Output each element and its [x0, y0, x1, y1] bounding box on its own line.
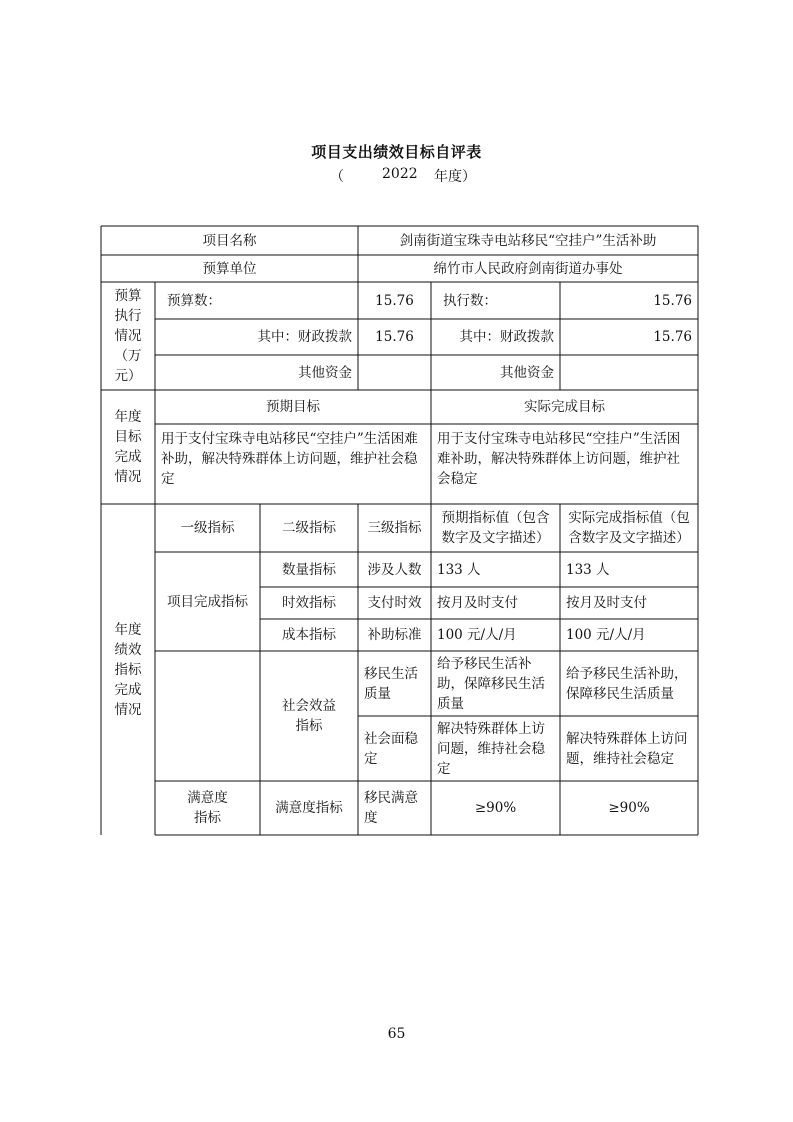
- other-exec-label: 其他资金: [500, 364, 554, 381]
- section-line: 完成: [114, 449, 142, 465]
- actual-goal-text: 用于支付宝珠寺电站移民“空挂户”生活困难补助，解决特殊群体上访问题，维护社会稳定: [437, 431, 681, 487]
- header-level2: 二级指标: [282, 520, 336, 536]
- actual-goal-header: 实际完成目标: [524, 399, 605, 415]
- section-line: 执行: [114, 308, 142, 324]
- section-line: 年度: [114, 409, 142, 425]
- year-suffix: 年度）: [434, 169, 476, 185]
- year-open-paren: （: [330, 169, 344, 185]
- level2-timeliness: 时效指标: [282, 595, 336, 611]
- budget-unit-value: 绵竹市人民政府剑南街道办事处: [433, 260, 623, 277]
- indicators-section-label: [101, 504, 155, 835]
- section-line: 情况: [114, 701, 142, 718]
- actual-living-quality: 给予移民生活补助，保障移民生活质量: [566, 665, 688, 702]
- project-name-label: 项目名称: [202, 232, 257, 249]
- other-budget-value: [358, 355, 431, 390]
- section-line: 绩效: [114, 641, 142, 658]
- header-expected-value: 预期指标值（包含数字及文字描述）: [441, 510, 550, 546]
- level3-social-stability: 社会面稳定: [364, 730, 418, 767]
- table-title: 项目支出绩效目标自评表: [311, 143, 482, 161]
- expected-social-stability: 解决特殊群体上访问题，维持社会稳定: [437, 720, 545, 777]
- budget-exec-section-label: [101, 282, 155, 390]
- other-budget-label: 其他资金: [298, 364, 352, 381]
- actual-social-stability: 解决特殊群体上访问题，维持社会稳定: [566, 730, 688, 767]
- header-level3: 三级指标: [367, 520, 422, 536]
- year-value: 2022: [382, 166, 418, 182]
- actual-satisfaction: ≥90%: [608, 800, 650, 816]
- expected-satisfaction: ≥90%: [474, 800, 517, 816]
- section-line: 情况: [114, 469, 142, 485]
- level2-quantity: 数量指标: [282, 561, 336, 578]
- actual-people: 133 人: [566, 561, 610, 578]
- exec-amount-label: 执行数：: [443, 292, 497, 309]
- page-number: 65: [387, 1026, 406, 1042]
- expected-subsidy-standard: 100 元/人/月: [437, 627, 517, 643]
- level3-living-quality: 移民生活质量: [364, 665, 418, 702]
- section-line: 元）: [114, 368, 142, 384]
- budget-amount-label: 预算数：: [167, 292, 221, 309]
- level2-cost: 成本指标: [282, 627, 336, 643]
- level3-subsidy-standard: 补助标准: [367, 627, 422, 643]
- expected-goal-text: 用于支付宝珠寺电站移民“空挂户”生活困难补助，解决特殊群体上访问题，维护社会稳定: [161, 431, 418, 487]
- fiscal-exec-value: 15.76: [653, 329, 692, 345]
- level3-resident-satisfaction: 移民满意度: [364, 790, 418, 826]
- level2-social-benefit: 社会效益指标: [282, 698, 336, 734]
- section-line: 情况: [114, 328, 142, 344]
- project-name-value: 剑南街道宝珠寺电站移民“空挂户”生活补助: [399, 232, 657, 249]
- header-level1: 一级指标: [180, 520, 235, 536]
- expected-people: 133 人: [437, 561, 481, 578]
- header-actual-value: 实际完成指标值（包含数字及文字描述）: [568, 510, 690, 546]
- group-project-completion: 项目完成指标: [167, 593, 248, 610]
- level2-satisfaction: 满意度指标: [275, 800, 343, 816]
- expected-goal-header: 预期目标: [266, 399, 320, 415]
- fiscal-exec-label: 其中：财政拨款: [459, 329, 554, 345]
- actual-subsidy-standard: 100 元/人/月: [566, 627, 646, 643]
- actual-payment-time: 按月及时支付: [566, 595, 647, 611]
- section-line: 目标: [114, 429, 142, 445]
- expected-living-quality: 给予移民生活补助，保障移民生活质量: [437, 655, 545, 712]
- section-line: 完成: [114, 681, 142, 698]
- level3-people: 涉及人数: [367, 561, 422, 578]
- section-line: 指标: [114, 661, 142, 678]
- fiscal-budget-value: 15.76: [375, 329, 414, 345]
- section-line: 预算: [114, 288, 142, 304]
- annual-goal-section-label: [101, 390, 155, 504]
- other-exec-value: [560, 355, 698, 390]
- level3-payment-time: 支付时效: [367, 595, 422, 611]
- fiscal-budget-label: 其中：财政拨款: [257, 329, 352, 345]
- section-line: 年度: [114, 621, 142, 638]
- budget-amount-value: 15.76: [375, 292, 414, 309]
- section-line: （万: [114, 348, 142, 364]
- exec-amount-value: 15.76: [653, 292, 692, 309]
- expected-payment-time: 按月及时支付: [437, 595, 518, 611]
- level1-satisfaction: 满意度指标: [187, 790, 228, 826]
- budget-unit-label: 预算单位: [202, 260, 257, 277]
- group-benefit-empty: [155, 651, 260, 781]
